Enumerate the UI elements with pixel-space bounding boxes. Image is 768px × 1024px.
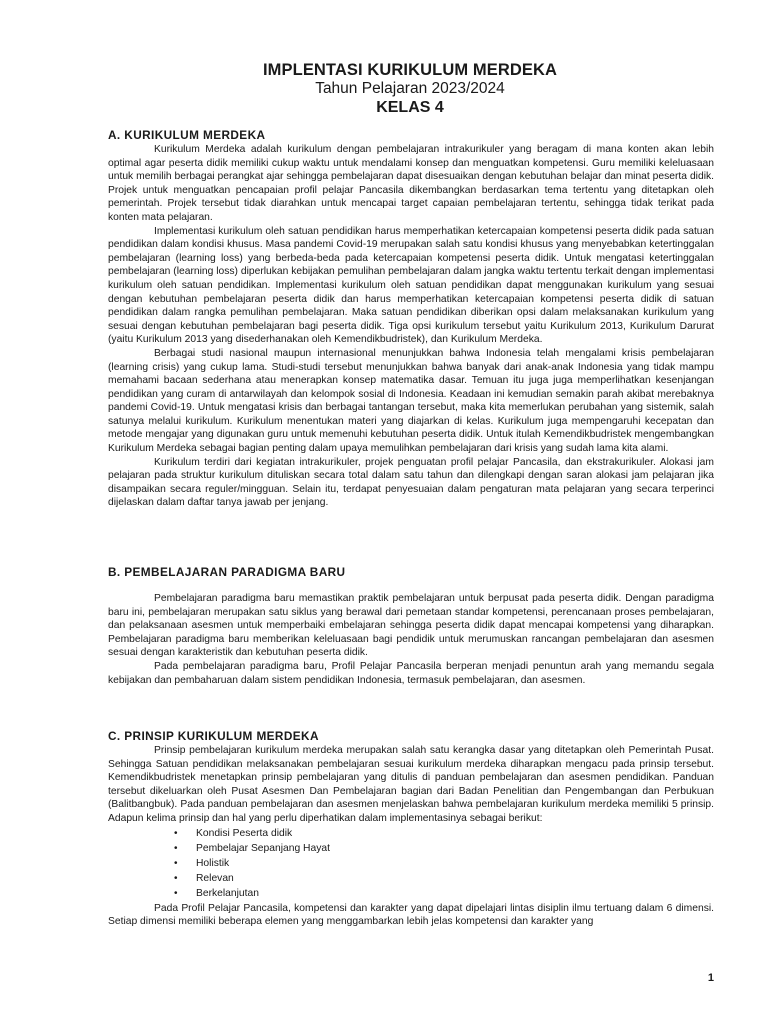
list-item-label: Kondisi Peserta didik bbox=[196, 827, 293, 839]
section-a-paragraph: Kurikulum terdiri dari kegiatan intrakurikuler, projek penguatan profil pelajar Pancasila, dan ekstrakurikuler. Alokasi jam pelajaran pada struktur kurikulum dituliskan secara total dalam satu tahun dan dilengkapi dengan saran alokasi jam pelajaran jika disampaikan secara reguler/mingguan. Selain itu, terdapat penyesuaian dalam pengaturan mata pelajaran yang secara terperinci dijelaskan dalam daftar tanya jawab per jenjang. bbox=[108, 456, 714, 509]
principles-list bbox=[108, 826, 714, 902]
section-a-paragraph: Berbagai studi nasional maupun internasional menunjukkan bahwa Indonesia telah mengalami krisis pembelajaran (learning crisis) yang cukup lama. Studi-studi tersebut menunjukkan bahwa banyak dari anak-anak Indonesia yang tidak mampu memahami bacaan sederhana atau menerapkan konsep matematika dasar. Temuan itu juga juga memperlihatkan kesenjangan pendidikan yang curam di antarwilayah dan kelompok sosial di Indonesia. Keadaan ini kemudian semakin parah akibat merebaknya pandemi Covid-19. Untuk mengatasi krisis dan berbagai tantangan tersebut, maka kita memerlukan perubahan yang sistemik, salah satunya melalui kurikulum. Kurikulum menentukan materi yang diajarkan di kelas. Kurikulum juga mempengaruhi kecepatan dan metode mengajar yang digunakan guru untuk memenuhi kebutuhan peserta didik. Untuk itulah Kemendikbudristek mengembangkan Kurikulum Merdeka sebagai bagian penting dalam upaya memulihkan pembelajaran dari krisis yang sudah lama kita alami. bbox=[108, 347, 714, 455]
bullet-icon: • bbox=[174, 842, 178, 854]
document-title: IMPLENTASI KURIKULUM MERDEKA bbox=[263, 61, 557, 79]
list-item-label: Relevan bbox=[196, 873, 234, 885]
section-a-heading: A. KURIKULUM MERDEKA bbox=[108, 128, 266, 142]
section-c bbox=[108, 729, 714, 929]
bullet-icon: • bbox=[174, 888, 178, 900]
list-item-label: Holistik bbox=[196, 857, 230, 869]
class-label: KELAS 4 bbox=[376, 99, 444, 116]
section-a bbox=[108, 128, 714, 510]
section-b-heading: B. PEMBELAJARAN PARADIGMA BARU bbox=[108, 565, 346, 579]
section-c-heading: C. PRINSIP KURIKULUM MERDEKA bbox=[108, 729, 319, 743]
list-item-label: Pembelajar Sepanjang Hayat bbox=[196, 842, 330, 854]
list-item bbox=[108, 886, 714, 901]
bullet-icon: • bbox=[174, 873, 178, 885]
section-a-paragraph: Kurikulum Merdeka adalah kurikulum dengan pembelajaran intrakurikuler yang beragam di mana konten akan lebih optimal agar peserta didik memiliki cukup waktu untuk mendalami konsep dan menguatkan kompetensi. Guru memiliki keleluasaan untuk memilih berbagai perangkat ajar sehingga pembelajaran dapat disesuaikan dengan kebutuhan belajar dan minat peserta didik. Projek untuk menguatkan pencapaian profil pelajar Pancasila dikembangkan berdasarkan tema tertentu yang ditetapkan oleh pemerintah. Projek tersebut tidak diarahkan untuk mencapai target capaian pembelajaran tertentu, sehingga tidak terikat pada konten mata pelajaran. bbox=[108, 144, 714, 223]
section-c-paragraph: Prinsip pembelajaran kurikulum merdeka merupakan salah satu kerangka dasar yang ditetapkan oleh Pemerintah Pusat. Sehingga Satuan pendidikan melaksanakan pembelajaran sesuai kurikulum merdeka diharapkan mengacu pada prinsip tersebut. Kemendikbudristek menetapkan prinsip pembelajaran yang ditulis di panduan pembelajaran dan asesmen pendidikan. Panduan tersebut dikeluarkan oleh Pusat Asesmen Dan Pembelajaran bagian dari Badan Penelitian dan Pengembangan dan Perbukuan (Balitbangbuk). Pada panduan pembelajaran dan asesmen menjelaskan bahwa pembelajaran kurikulum merdeka memiliki 5 prinsip. Adapun kelima prinsip dan hal yang perlu diperhatikan dalam implementasinya sebagai berikut: bbox=[108, 745, 714, 824]
school-year: Tahun Pelajaran 2023/2024 bbox=[315, 80, 505, 97]
list-item bbox=[108, 841, 714, 856]
list-item-label: Berkelanjutan bbox=[196, 888, 259, 900]
list-item bbox=[108, 856, 714, 871]
list-item bbox=[108, 826, 714, 841]
section-b-paragraph: Pada pembelajaran paradigma baru, Profil Pelajar Pancasila berperan menjadi penuntun arah yang memandu segala kebijakan dan pembaharuan dalam sistem pendidikan Indonesia, termasuk pembelajaran, dan asesmen. bbox=[108, 660, 714, 686]
document-header bbox=[0, 60, 768, 118]
bullet-icon: • bbox=[174, 827, 178, 839]
section-b bbox=[108, 565, 714, 687]
section-a-paragraph: Implementasi kurikulum oleh satuan pendidikan harus memperhatikan ketercapaian kompetensi peserta didik pada satuan pendidikan dalam kondisi khusus. Masa pandemi Covid-19 merupakan salah satu kondisi khusus yang menyebabkan ketertinggalan pembelajaran (learning loss) yang berbeda-beda pada ketercapaian kompetensi peserta didik. Untuk mengatasi ketertinggalan pembelajaran (learning loss) diperlukan kebijakan pemulihan pembelajaran dalam jangka waktu tertentu terkait dengan implementasi kurikulum oleh satuan pendidikan. Implementasi kurikulum oleh satuan pendidikan dapat menggunakan kurikulum yang sesuai dengan kebutuhan pembelajaran peserta didik dan harus memperhatikan ketercapaian kompetensi peserta didik di satuan pendidikan dalam rangka pemulihan pembelajaran. Maka satuan pendidikan diberikan opsi dalam melaksanakan kurikulum yang sesuai dengan kebutuhan pembelajaran bagi peserta didik. Tiga opsi kurikulum tersebut yaitu Kurikulum 2013, Kurikulum Darurat (yaitu Kurikulum 2013 yang disederhanakan oleh Kemendikbudristek), dan Kurikulum Merdeka. bbox=[108, 225, 714, 346]
section-c-paragraph: Pada Profil Pelajar Pancasila, kompetensi dan karakter yang dapat dipelajari lintas disiplin ilmu tertuang dalam 6 dimensi. Setiap dimensi memiliki beberapa elemen yang menggambarkan lebih jelas kompetensi dan karakter yang bbox=[108, 902, 714, 928]
list-item bbox=[108, 871, 714, 886]
bullet-icon: • bbox=[174, 857, 178, 869]
page-number: 1 bbox=[707, 972, 714, 984]
section-b-paragraph: Pembelajaran paradigma baru memastikan praktik pembelajaran untuk berpusat pada peserta didik. Dengan paradigma baru ini, pembelajaran merupakan satu siklus yang berawal dari pemetaan standar kompetensi, perencanaan proses pembelajaran, dan pelaksanaan asesmen untuk memperbaiki embelajaran sehingga peserta didik dapat mencapai kompetensi yang diharapkan. Pembelajaran paradigma baru memberikan keleluasaan bagi pendidik untuk merumuskan rancangan pembelajaran dan asesmen sesuai dengan karakteristik dan kebutuhan peserta didik. bbox=[108, 593, 714, 659]
